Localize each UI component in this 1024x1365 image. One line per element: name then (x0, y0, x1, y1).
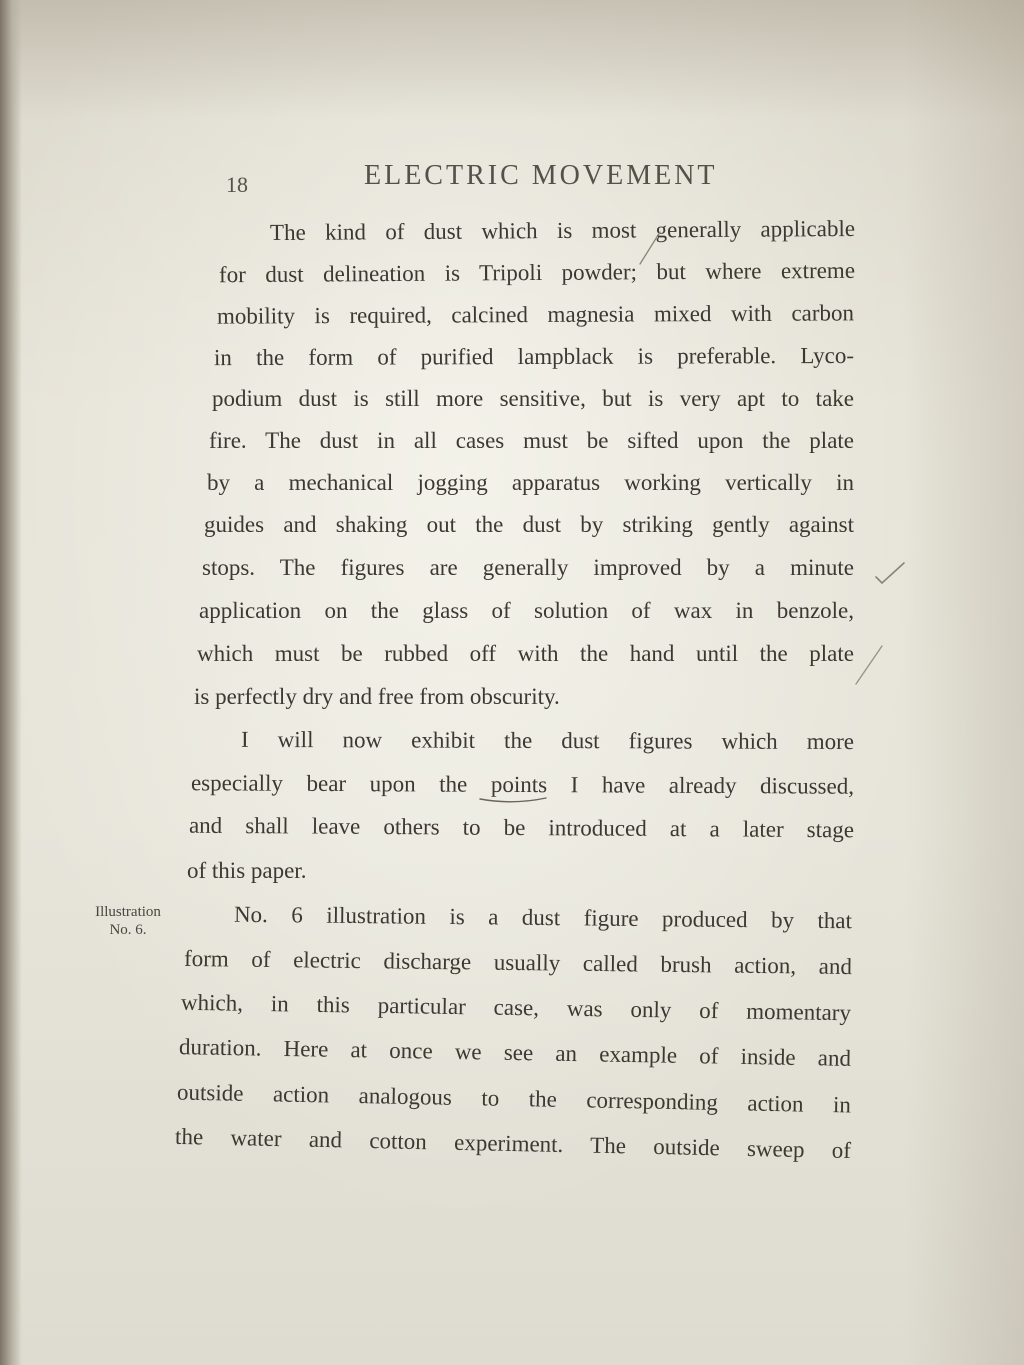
text-line: podium dust is still more sensitive, but is very apt to take (212, 386, 854, 411)
text-line: The kind of dust which is most generally applicable (269, 215, 856, 246)
margin-note (78, 903, 178, 939)
pencil-stroke-mark (852, 640, 892, 690)
text-line: especially bear upon the points I have already discussed, (190, 770, 855, 799)
text-line: by a mechanical jogging apparatus working vertically in (207, 470, 854, 495)
top-shadow (0, 0, 1024, 120)
text-line: guides and shaking out the dust by striking gently against (204, 512, 854, 537)
page-binding-edge (0, 0, 22, 1365)
page-number: 18 (226, 172, 248, 197)
text-line: application on the glass of solution of wax in benzole, (199, 598, 854, 623)
right-shadow (904, 0, 1024, 1365)
text-line: in the form of purified lampblack is preferable. Lyco- (213, 342, 855, 371)
text-line: duration. Here at once we see an example of inside and (178, 1034, 852, 1071)
pencil-check-mark (870, 555, 910, 595)
text-line: No. 6 illustration is a dust figure produced by that (233, 901, 853, 934)
text-line: for dust delineation is Tripoli powder; but where extreme (218, 257, 856, 288)
text-line: outside action analogous to the corresponding action in (176, 1079, 852, 1118)
margin-note-line: Illustration (95, 904, 161, 920)
text-line: stops. The figures are generally improved by a minute (202, 555, 854, 580)
running-head: ELECTRIC MOVEMENT (364, 160, 718, 191)
text-line: form of electric discharge usually called brush action, and (183, 945, 853, 980)
text-line: of this paper. (187, 858, 307, 883)
text-line: which must be rubbed off with the hand until the plate (197, 641, 854, 666)
text-line: which, in this particular case, was only of momentary (180, 989, 852, 1026)
text-line: and shall leave others to be introduced at a later stage (188, 812, 855, 843)
pencil-underline-mark (478, 793, 548, 807)
text-line: fire. The dust in all cases must be sifted upon the plate (209, 428, 854, 453)
text-line: I will now exhibit the dust figures which more (240, 726, 855, 755)
pencil-stroke-mark (636, 228, 666, 268)
margin-note-line: No. 6. (109, 922, 147, 938)
text-line: the water and cotton experiment. The outside sweep of (174, 1123, 852, 1164)
text-line: is perfectly dry and free from obscurity. (194, 684, 560, 709)
text-line: mobility is required, calcined magnesia mixed with carbon (216, 300, 855, 329)
